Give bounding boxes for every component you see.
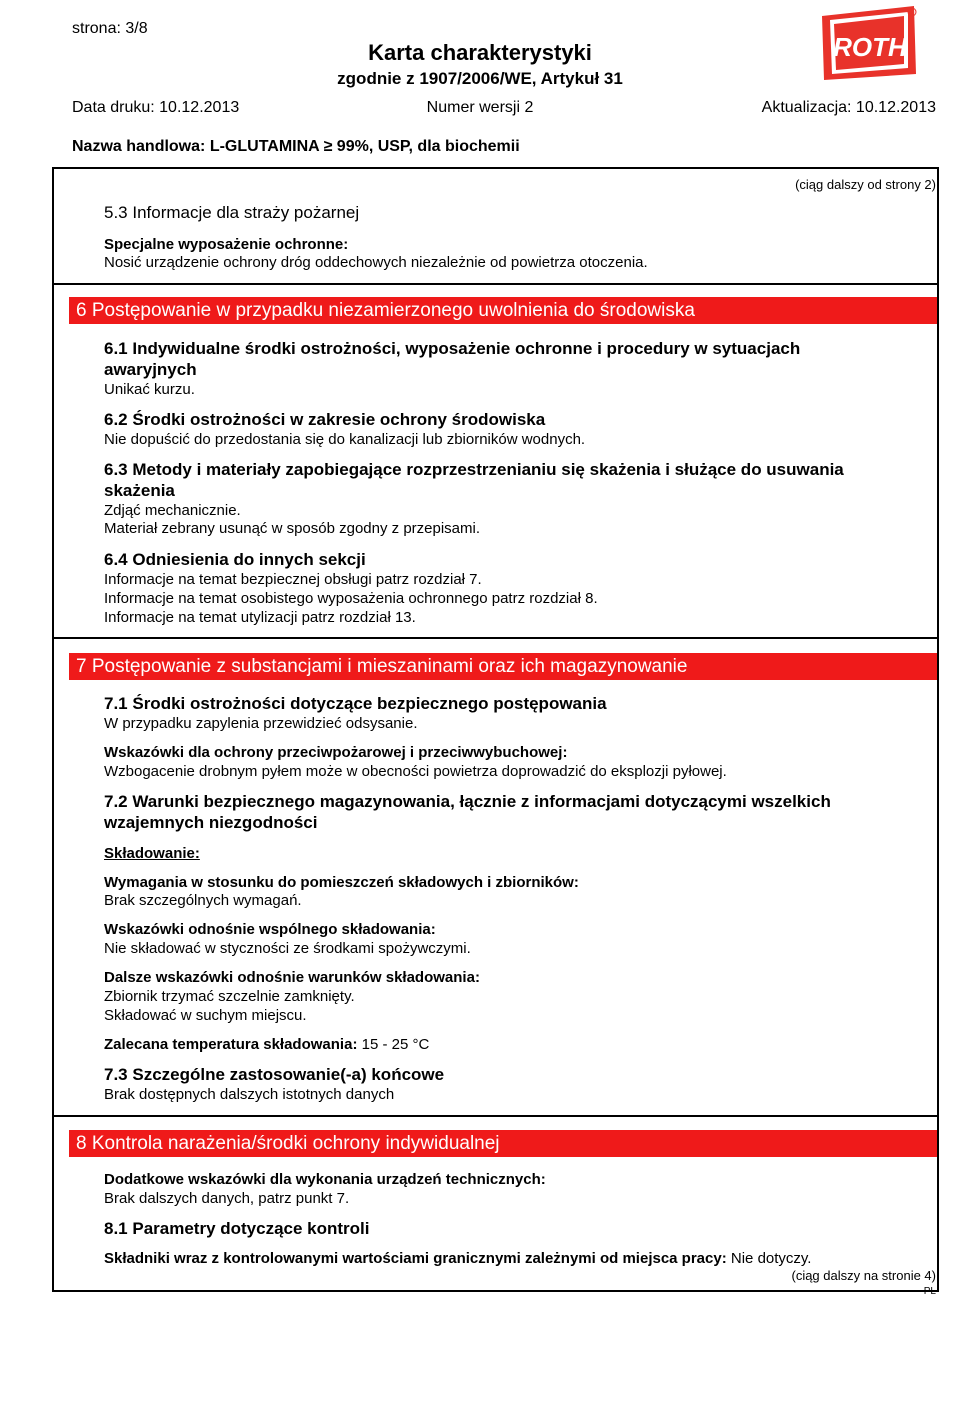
text-storage-requirements: Brak szczególnych wymagań.: [104, 892, 302, 909]
text-6-4b: Informacje na temat osobistego wyposażenia ochronnego patrz rozdział 8.: [104, 590, 598, 607]
text-6-1: Unikać kurzu.: [104, 381, 195, 398]
text-6-4a: Informacje na temat bezpiecznej obsługi patrz rozdział 7.: [104, 571, 482, 588]
section-7-banner: 7 Postępowanie z substancjami i mieszaninami oraz ich magazynowanie: [69, 653, 937, 680]
heading-7-3: 7.3 Szczególne zastosowanie(-a) końcowe: [104, 1065, 445, 1084]
heading-6-3: 6.3 Metody i materiały zapobiegające rozprzestrzenianiu się skażenia i służące do usuwania: [104, 460, 844, 479]
heading-7-2: 7.2 Warunki bezpiecznego magazynowania, łącznie z informacjami dotyczącymi wszelkich: [104, 792, 831, 811]
label-control-components: Składniki wraz z kontrolowanymi wartościami granicznymi zależnymi od miejsca pracy:: [104, 1250, 727, 1267]
continued-to: (ciąg dalszy na stronie 4): [791, 1268, 936, 1283]
update-date: Aktualizacja: 10.12.2013: [761, 99, 936, 116]
value-control-components: Nie dotyczy.: [730, 1250, 812, 1267]
trade-name: [72, 138, 520, 156]
heading-6-1-cont: awaryjnych: [104, 360, 197, 379]
text-7-1: W przypadku zapylenia przewidzieć odsysanie.: [104, 715, 418, 732]
text-technical-facilities: Brak dalszych danych, patrz punkt 7.: [104, 1190, 350, 1207]
trade-name-value: L-GLUTAMINA ≥ 99%, USP, dla biochemii: [209, 138, 520, 155]
page-number: strona: 3/8: [72, 20, 148, 37]
label-storage-temperature: Zalecana temperatura składowania:: [104, 1036, 358, 1053]
heading-6-1: 6.1 Indywidualne środki ostrożności, wyposażenie ochronne i procedury w sytuacjach: [104, 339, 801, 358]
version-number: Numer wersji 2: [426, 99, 534, 116]
document-title: Karta charakterystyki: [368, 40, 592, 65]
text-special-equipment: Nosić urządzenie ochrony dróg oddechowych niezależnie od powietrza otoczenia.: [104, 254, 648, 271]
text-6-4c: Informacje na temat utylizacji patrz rozdział 13.: [104, 609, 416, 626]
trade-name-label: Nazwa handlowa:: [72, 138, 206, 155]
label-fire-protection: Wskazówki dla ochrony przeciwpożarowej i przeciwwybuchowej:: [104, 744, 568, 761]
label-special-equipment: Specjalne wyposażenie ochronne:: [104, 236, 349, 253]
section-divider: [52, 1115, 939, 1117]
logo-text: ROTH: [833, 32, 907, 62]
text-6-3b: Materiał zebrany usunąć w sposób zgodny z przepisami.: [104, 520, 481, 537]
text-fire-protection: Wzbogacenie drobnym pyłem może w obecności powietrza doprowadzić do eksplozji pyłowej.: [104, 763, 727, 780]
roth-logo: [818, 4, 920, 82]
label-further-storage: Dalsze wskazówki odnośnie warunków składowania:: [104, 969, 480, 986]
continued-from: (ciąg dalszy od strony 2): [795, 177, 936, 192]
language-code: PL: [923, 1286, 936, 1297]
text-further-storage-2: Składować w suchym miejscu.: [104, 1007, 307, 1024]
heading-7-1: 7.1 Środki ostrożności dotyczące bezpiecznego postępowania: [104, 694, 607, 713]
document-subtitle: zgodnie z 1907/2006/WE, Artykuł 31: [337, 69, 623, 88]
section-divider: [52, 283, 939, 285]
text-6-2: Nie dopuścić do przedostania się do kanalizacji lub zbiorników wodnych.: [104, 431, 586, 448]
heading-6-3-cont: skażenia: [104, 481, 175, 500]
value-storage-temperature: 15 - 25 °C: [361, 1036, 430, 1053]
heading-7-2-cont: wzajemnych niezgodności: [104, 813, 318, 832]
label-storage-requirements: Wymagania w stosunku do pomieszczeń składowych i zbiorników:: [104, 874, 579, 891]
heading-6-4: 6.4 Odniesienia do innych sekcji: [104, 550, 366, 569]
section-6-banner: 6 Postępowanie w przypadku niezamierzonego uwolnienia do środowiska: [69, 297, 937, 324]
text-joint-storage: Nie składować w styczności ze środkami spożywczymi.: [104, 940, 471, 957]
heading-5-3: 5.3 Informacje dla straży pożarnej: [104, 203, 360, 222]
heading-6-2: 6.2 Środki ostrożności w zakresie ochrony środowiska: [104, 410, 546, 429]
heading-8-1: 8.1 Parametry dotyczące kontroli: [104, 1219, 370, 1238]
control-components: [104, 1250, 811, 1267]
print-date: Data druku: 10.12.2013: [72, 99, 240, 116]
text-7-3: Brak dostępnych dalszych istotnych danych: [104, 1086, 395, 1103]
section-8-banner: 8 Kontrola narażenia/środki ochrony indywidualnej: [69, 1130, 937, 1157]
label-technical-facilities: Dodatkowe wskazówki dla wykonania urządzeń technicznych:: [104, 1171, 546, 1188]
label-joint-storage: Wskazówki odnośnie wspólnego składowania:: [104, 921, 436, 938]
storage-temperature: [104, 1036, 429, 1053]
frame-top-rule: [52, 167, 939, 169]
text-further-storage-1: Zbiornik trzymać szczelnie zamknięty.: [104, 988, 355, 1005]
section-divider: [52, 637, 939, 639]
label-storage: Składowanie:: [104, 845, 200, 862]
text-6-3a: Zdjąć mechanicznie.: [104, 502, 241, 519]
